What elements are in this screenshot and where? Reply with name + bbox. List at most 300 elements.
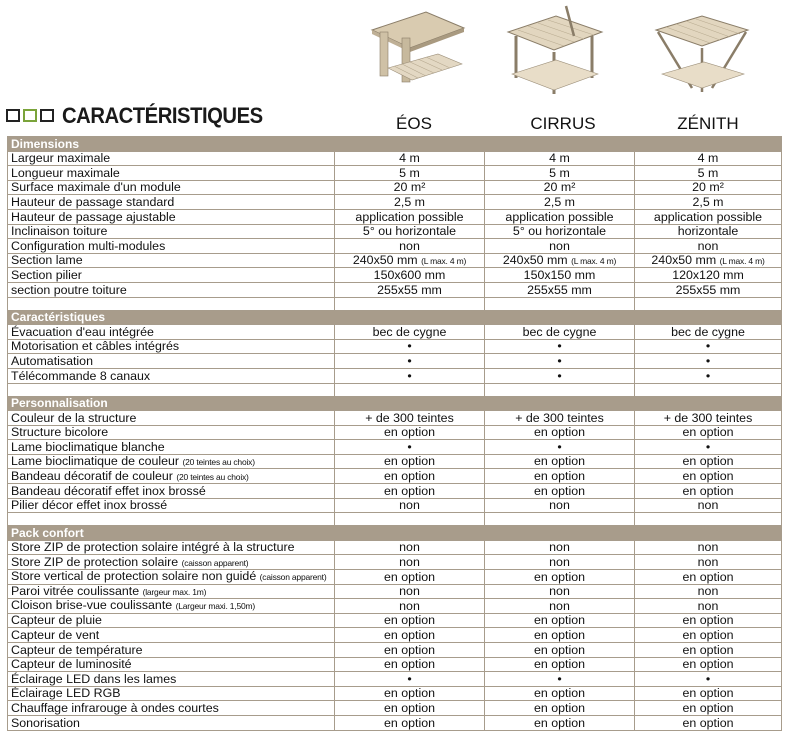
cell-value: en option bbox=[384, 454, 435, 469]
section-title: Dimensions bbox=[8, 137, 782, 152]
cell-value: en option bbox=[384, 642, 435, 657]
cell-value: non bbox=[399, 238, 420, 253]
cell-value: + de 300 teintes bbox=[515, 410, 604, 425]
value-cell bbox=[485, 672, 635, 687]
value-cell bbox=[335, 484, 485, 499]
row-label: Section lame bbox=[11, 253, 83, 268]
cell-value: 2,5 m bbox=[394, 194, 425, 209]
cell-value: + de 300 teintes bbox=[663, 410, 753, 425]
value-cell bbox=[635, 354, 782, 369]
row-note: (20 teintes au choix) bbox=[182, 456, 255, 467]
value-cell bbox=[635, 411, 782, 426]
value-cell bbox=[485, 498, 635, 513]
value-cell bbox=[485, 584, 635, 599]
cell-value: 20 m² bbox=[543, 180, 576, 195]
table-row bbox=[8, 613, 782, 628]
cell-value: non bbox=[399, 540, 420, 555]
row-label: Largeur maximale bbox=[11, 151, 111, 166]
table-row bbox=[8, 325, 782, 340]
value-cell bbox=[485, 454, 635, 469]
row-label-cell bbox=[8, 570, 335, 585]
cell-value: application possible bbox=[505, 209, 614, 224]
cell-value: • bbox=[705, 368, 711, 383]
row-label-cell bbox=[8, 268, 335, 283]
square-icon bbox=[6, 109, 20, 122]
cell-value: en option bbox=[682, 469, 734, 484]
row-note: (20 teintes au choix) bbox=[176, 471, 249, 482]
cell-value: non bbox=[697, 555, 719, 570]
cell-value: + de 300 teintes bbox=[365, 410, 454, 425]
cell-value: en option bbox=[384, 686, 435, 701]
table-row bbox=[8, 570, 782, 585]
cell-value: 240x50 mm bbox=[352, 253, 418, 267]
square-icon bbox=[40, 109, 54, 122]
value-cell bbox=[485, 325, 635, 340]
spacer-cell bbox=[8, 383, 335, 396]
row-label-cell bbox=[8, 540, 335, 555]
value-cell bbox=[335, 540, 485, 555]
row-label: Capteur de vent bbox=[11, 628, 100, 642]
row-label: Configuration multi-modules bbox=[11, 238, 166, 253]
row-label: Pilier décor effet inox brossé bbox=[11, 498, 168, 513]
cell-value: en option bbox=[682, 569, 734, 584]
value-cell bbox=[635, 195, 782, 210]
cell-value: en option bbox=[682, 700, 734, 715]
cell-value: non bbox=[549, 598, 570, 613]
spacer-cell bbox=[335, 383, 485, 396]
cell-value: 4 m bbox=[697, 151, 719, 166]
value-cell bbox=[635, 440, 782, 455]
row-label-cell bbox=[8, 469, 335, 484]
value-cell bbox=[485, 540, 635, 555]
cell-value: • bbox=[557, 368, 562, 383]
value-cell bbox=[335, 643, 485, 658]
cell-value: en option bbox=[682, 686, 734, 701]
cirrus-pergola-illustration bbox=[504, 2, 604, 102]
value-cell bbox=[485, 643, 635, 658]
row-label: Section pilier bbox=[11, 267, 82, 282]
value-cell bbox=[335, 209, 485, 224]
value-note: (L max. 4 m) bbox=[571, 255, 617, 266]
value-cell bbox=[335, 325, 485, 340]
row-label: Structure bicolore bbox=[11, 425, 109, 440]
row-label-cell bbox=[8, 354, 335, 369]
value-cell bbox=[335, 354, 485, 369]
cell-value: 20 m² bbox=[692, 180, 724, 195]
table-row bbox=[8, 484, 782, 499]
spacer-cell bbox=[635, 297, 782, 310]
row-label-cell bbox=[8, 180, 335, 195]
cell-value: • bbox=[705, 339, 711, 354]
value-cell bbox=[635, 613, 782, 628]
cell-value: non bbox=[697, 540, 719, 555]
value-cell bbox=[635, 599, 782, 614]
spacer-row bbox=[8, 513, 782, 526]
value-cell bbox=[335, 570, 485, 585]
row-label: Bandeau décoratif effet inox brossé bbox=[11, 483, 206, 498]
cell-value: • bbox=[407, 339, 412, 354]
row-label: Store ZIP de protection solaire intégré à la structure bbox=[11, 540, 295, 555]
value-cell bbox=[635, 672, 782, 687]
cell-value: • bbox=[407, 368, 412, 383]
cell-value: en option bbox=[534, 454, 585, 469]
table-row bbox=[8, 440, 782, 455]
table-row bbox=[8, 454, 782, 469]
value-cell bbox=[335, 701, 485, 716]
value-cell bbox=[485, 425, 635, 440]
cell-value: non bbox=[549, 584, 570, 599]
cell-value: 240x50 mm bbox=[502, 253, 568, 267]
cell-value: non bbox=[399, 584, 420, 599]
row-label: Éclairage LED RGB bbox=[11, 686, 121, 701]
table-row bbox=[8, 354, 782, 369]
table-row bbox=[8, 599, 782, 614]
table-row bbox=[8, 368, 782, 383]
value-cell bbox=[635, 224, 782, 239]
table-row bbox=[8, 151, 782, 166]
table-row bbox=[8, 425, 782, 440]
value-cell bbox=[635, 151, 782, 166]
row-label-cell bbox=[8, 166, 335, 181]
cell-value: en option bbox=[534, 425, 585, 440]
model-heading-eos: ÉOS bbox=[396, 114, 432, 133]
row-label-cell bbox=[8, 440, 335, 455]
value-cell bbox=[335, 253, 485, 268]
value-cell bbox=[485, 354, 635, 369]
spacer-cell bbox=[635, 383, 782, 396]
table-row bbox=[8, 584, 782, 599]
cell-value: 4 m bbox=[399, 151, 420, 166]
row-note: (caisson apparent) bbox=[259, 572, 327, 583]
value-cell bbox=[485, 282, 635, 297]
cell-value: non bbox=[399, 598, 420, 613]
row-label: Automatisation bbox=[11, 353, 93, 368]
eos-pergola-illustration bbox=[366, 2, 466, 94]
value-cell bbox=[635, 584, 782, 599]
value-cell bbox=[635, 253, 782, 268]
cell-value: 2,5 m bbox=[692, 194, 724, 209]
cell-value: en option bbox=[682, 425, 734, 440]
value-cell bbox=[635, 628, 782, 643]
table-row bbox=[8, 701, 782, 716]
section-title: Personnalisation bbox=[8, 396, 782, 411]
row-label-cell bbox=[8, 613, 335, 628]
table-row bbox=[8, 686, 782, 701]
value-cell bbox=[485, 469, 635, 484]
value-cell bbox=[485, 570, 635, 585]
value-cell bbox=[485, 368, 635, 383]
row-label: Capteur de pluie bbox=[11, 613, 102, 628]
row-label-cell bbox=[8, 282, 335, 297]
cell-value: en option bbox=[534, 569, 585, 584]
cell-value: non bbox=[697, 598, 719, 613]
cell-value: bec de cygne bbox=[372, 324, 447, 339]
value-cell bbox=[335, 151, 485, 166]
value-cell bbox=[635, 484, 782, 499]
table-row bbox=[8, 195, 782, 210]
table-row bbox=[8, 239, 782, 254]
cell-value: • bbox=[407, 353, 412, 368]
value-cell bbox=[335, 555, 485, 570]
row-label-cell bbox=[8, 454, 335, 469]
square-icon bbox=[23, 109, 37, 122]
row-label: Store ZIP de protection solaire bbox=[11, 554, 179, 569]
model-heading-cirrus: CIRRUS bbox=[530, 114, 596, 133]
value-cell bbox=[485, 657, 635, 672]
row-label-cell bbox=[8, 484, 335, 499]
cell-value: 255x55 mm bbox=[377, 282, 442, 297]
cell-value: en option bbox=[384, 700, 435, 715]
value-cell bbox=[635, 498, 782, 513]
value-cell bbox=[485, 613, 635, 628]
row-label: section poutre toiture bbox=[11, 282, 127, 297]
cell-value: non bbox=[697, 498, 719, 513]
row-label: Store vertical de protection solaire non guidé bbox=[11, 569, 257, 584]
row-label: Surface maximale d'un module bbox=[11, 180, 181, 195]
cell-value: 150x150 mm bbox=[523, 267, 596, 282]
spacer-cell bbox=[635, 513, 782, 526]
value-cell bbox=[335, 715, 485, 730]
row-label-cell bbox=[8, 368, 335, 383]
cell-value: en option bbox=[534, 483, 585, 498]
cell-value: 2,5 m bbox=[544, 194, 575, 209]
value-cell bbox=[335, 628, 485, 643]
cell-value: en option bbox=[384, 569, 435, 584]
value-cell bbox=[635, 166, 782, 181]
row-label: Évacuation d'eau intégrée bbox=[11, 324, 154, 339]
value-note: (L max. 4 m) bbox=[719, 255, 765, 266]
value-cell bbox=[635, 555, 782, 570]
cell-value: en option bbox=[682, 483, 734, 498]
value-cell bbox=[485, 239, 635, 254]
value-cell bbox=[635, 325, 782, 340]
row-note: (Largeur maxi. 1,50m) bbox=[175, 601, 256, 612]
cell-value: 4 m bbox=[549, 151, 570, 166]
table-row bbox=[8, 339, 782, 354]
table-row bbox=[8, 224, 782, 239]
cell-value: non bbox=[549, 555, 570, 570]
value-cell bbox=[335, 469, 485, 484]
spacer-cell bbox=[485, 513, 635, 526]
cell-value: en option bbox=[682, 715, 734, 730]
cell-value: en option bbox=[534, 657, 585, 672]
cell-value: 5° ou horizontale bbox=[512, 224, 607, 239]
cell-value: non bbox=[697, 238, 719, 253]
value-cell bbox=[335, 180, 485, 195]
value-cell bbox=[485, 411, 635, 426]
cell-value: bec de cygne bbox=[522, 324, 597, 339]
table-row bbox=[8, 209, 782, 224]
row-label: Lame bioclimatique de couleur bbox=[11, 454, 180, 468]
value-cell bbox=[485, 268, 635, 283]
row-label: Capteur de température bbox=[11, 642, 143, 657]
cell-value: en option bbox=[682, 657, 734, 672]
cell-value: application possible bbox=[653, 209, 763, 224]
row-label-cell bbox=[8, 498, 335, 513]
value-cell bbox=[635, 540, 782, 555]
value-cell bbox=[635, 268, 782, 283]
value-cell bbox=[485, 195, 635, 210]
row-label-cell bbox=[8, 224, 335, 239]
value-cell bbox=[485, 484, 635, 499]
cell-value: en option bbox=[384, 469, 435, 484]
row-label-cell bbox=[8, 195, 335, 210]
cell-value: en option bbox=[384, 483, 435, 498]
cell-value: 255x55 mm bbox=[675, 282, 741, 297]
row-label-cell bbox=[8, 599, 335, 614]
value-cell bbox=[335, 195, 485, 210]
value-cell bbox=[335, 239, 485, 254]
cell-value: horizontale bbox=[677, 224, 739, 239]
cell-value: en option bbox=[534, 642, 585, 657]
row-label-cell bbox=[8, 584, 335, 599]
spacer-cell bbox=[8, 297, 335, 310]
value-cell bbox=[335, 498, 485, 513]
spacer-row bbox=[8, 383, 782, 396]
cell-value: • bbox=[557, 439, 562, 454]
value-cell bbox=[635, 239, 782, 254]
cell-value: en option bbox=[534, 715, 585, 730]
cell-value: en option bbox=[534, 613, 585, 628]
value-cell bbox=[335, 166, 485, 181]
row-label-cell bbox=[8, 411, 335, 426]
table-row bbox=[8, 268, 782, 283]
row-label: Hauteur de passage ajustable bbox=[11, 209, 176, 224]
value-cell bbox=[485, 151, 635, 166]
value-cell bbox=[335, 613, 485, 628]
zenith-pergola-illustration bbox=[652, 2, 752, 98]
logo-squares bbox=[6, 109, 54, 122]
row-label-cell bbox=[8, 209, 335, 224]
value-cell bbox=[335, 339, 485, 354]
table-row bbox=[8, 180, 782, 195]
value-cell bbox=[635, 643, 782, 658]
value-cell bbox=[485, 701, 635, 716]
row-label-cell bbox=[8, 643, 335, 658]
table-row bbox=[8, 469, 782, 484]
cell-value: 5 m bbox=[549, 165, 570, 180]
row-label-cell bbox=[8, 151, 335, 166]
cell-value: en option bbox=[534, 628, 585, 642]
section-header bbox=[8, 310, 782, 325]
cell-value: • bbox=[557, 671, 562, 686]
value-cell bbox=[335, 268, 485, 283]
value-cell bbox=[335, 224, 485, 239]
table-row bbox=[8, 498, 782, 513]
value-cell bbox=[485, 440, 635, 455]
cell-value: application possible bbox=[355, 209, 464, 224]
cell-value: en option bbox=[534, 700, 585, 715]
spacer-cell bbox=[8, 513, 335, 526]
value-cell bbox=[485, 599, 635, 614]
row-label: Télécommande 8 canaux bbox=[11, 368, 151, 383]
value-cell bbox=[485, 686, 635, 701]
row-label-cell bbox=[8, 325, 335, 340]
section-title: Caractéristiques bbox=[8, 310, 782, 325]
value-cell bbox=[485, 224, 635, 239]
value-cell bbox=[335, 672, 485, 687]
cell-value: bec de cygne bbox=[671, 324, 745, 339]
row-label: Lame bioclimatique blanche bbox=[11, 439, 165, 454]
cell-value: en option bbox=[682, 454, 734, 469]
cell-value: en option bbox=[534, 686, 585, 701]
value-cell bbox=[485, 209, 635, 224]
cell-value: en option bbox=[682, 628, 734, 642]
value-cell bbox=[335, 686, 485, 701]
row-label: Longueur maximale bbox=[11, 165, 120, 180]
table-row bbox=[8, 166, 782, 181]
cell-value: en option bbox=[384, 613, 435, 628]
row-label: Sonorisation bbox=[11, 715, 80, 730]
section-header bbox=[8, 137, 782, 152]
cell-value: en option bbox=[534, 469, 585, 484]
cell-value: 120x120 mm bbox=[672, 267, 744, 282]
cell-value: • bbox=[557, 339, 562, 354]
value-cell bbox=[335, 454, 485, 469]
value-cell bbox=[335, 440, 485, 455]
header bbox=[0, 0, 792, 136]
table-row bbox=[8, 282, 782, 297]
value-cell bbox=[635, 180, 782, 195]
value-cell bbox=[335, 657, 485, 672]
table-row bbox=[8, 715, 782, 730]
value-cell bbox=[335, 282, 485, 297]
value-cell bbox=[635, 686, 782, 701]
cell-value: 240x50 mm bbox=[651, 253, 717, 267]
value-cell bbox=[485, 253, 635, 268]
cell-value: non bbox=[399, 555, 420, 570]
cell-value: • bbox=[705, 439, 711, 454]
value-cell bbox=[635, 469, 782, 484]
value-cell bbox=[635, 657, 782, 672]
value-cell bbox=[635, 570, 782, 585]
value-cell bbox=[335, 411, 485, 426]
row-label: Chauffage infrarouge à ondes courtes bbox=[11, 700, 219, 715]
value-cell bbox=[485, 555, 635, 570]
value-cell bbox=[335, 425, 485, 440]
row-label-cell bbox=[8, 253, 335, 268]
cell-value: en option bbox=[384, 425, 435, 440]
value-cell bbox=[635, 425, 782, 440]
page-title: CARACTÉRISTIQUES bbox=[62, 103, 263, 128]
cell-value: • bbox=[705, 353, 711, 368]
value-cell bbox=[635, 701, 782, 716]
row-label: Bandeau décoratif de couleur bbox=[11, 468, 173, 483]
table-row bbox=[8, 411, 782, 426]
cell-value: 150x600 mm bbox=[373, 267, 446, 282]
value-cell bbox=[485, 715, 635, 730]
table-row bbox=[8, 672, 782, 687]
cell-value: non bbox=[549, 498, 570, 513]
cell-value: 5 m bbox=[399, 165, 420, 180]
row-label: Inclinaison toiture bbox=[11, 224, 108, 239]
spacer-cell bbox=[335, 297, 485, 310]
characteristics-table bbox=[7, 136, 782, 731]
row-label: Cloison brise-vue coulissante bbox=[11, 598, 173, 613]
cell-value: non bbox=[399, 498, 420, 513]
cell-value: en option bbox=[384, 657, 435, 672]
cell-value: 20 m² bbox=[393, 180, 426, 195]
table-row bbox=[8, 253, 782, 268]
value-cell bbox=[635, 454, 782, 469]
row-label-cell bbox=[8, 672, 335, 687]
value-note: (L max. 4 m) bbox=[421, 255, 467, 266]
row-label: Motorisation et câbles intégrés bbox=[11, 339, 180, 354]
cell-value: non bbox=[549, 540, 570, 555]
row-label-cell bbox=[8, 555, 335, 570]
cell-value: non bbox=[549, 238, 570, 253]
value-cell bbox=[335, 599, 485, 614]
